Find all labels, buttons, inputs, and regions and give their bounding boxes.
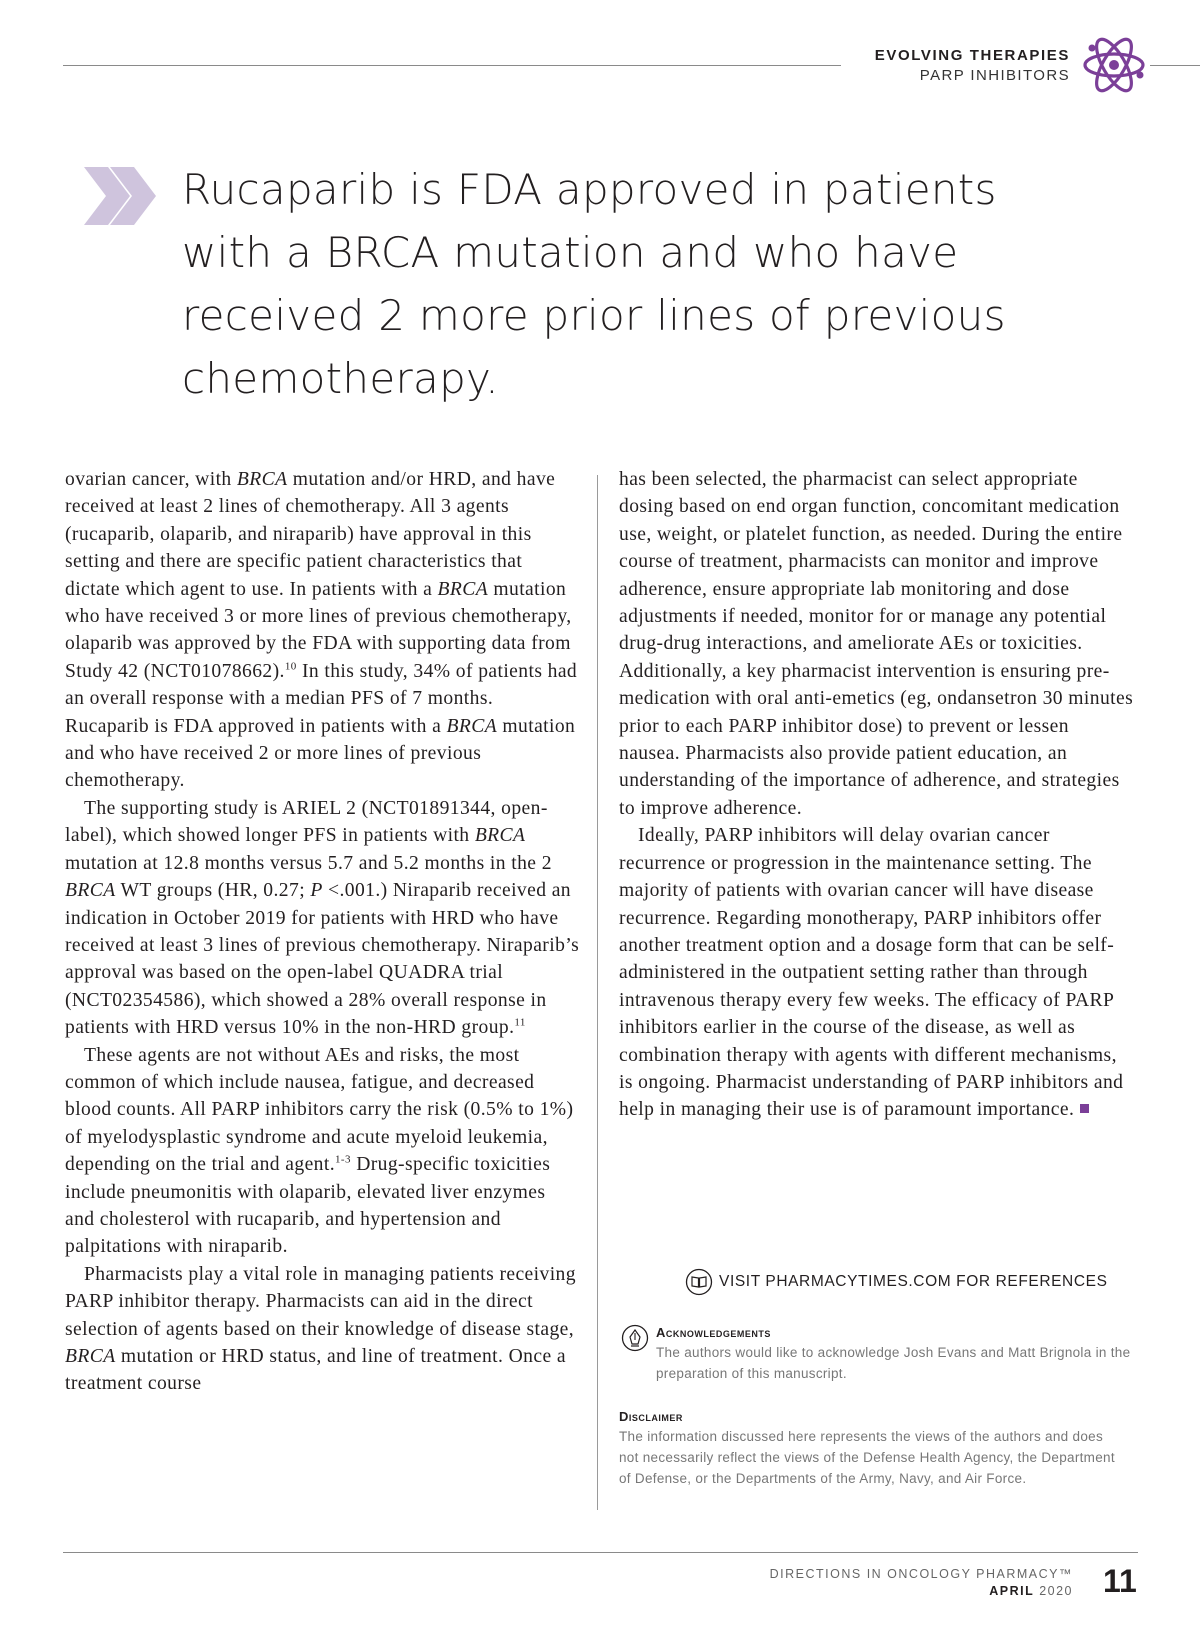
- acknowledgements-text: The authors would like to acknowledge Josh Evans and Matt Brignola in the preparation of this manuscript.: [656, 1345, 1131, 1381]
- section-title: EVOLVING THERAPIES: [874, 47, 1070, 64]
- citation: 1-3: [335, 1153, 351, 1166]
- body-paragraph: Ideally, PARP inhibitors will delay ovarian cancer recurrence or progression in the maintenance setting. The majority of patients with ovarian cancer will have disease recurrence. Regarding monotherapy, PARP inhibitors offer another treatment option and a dosage form that can be self-administered in the outpatient setting rather than through intravenous therapy every few weeks. The efficacy of PARP inhibitors earlier in the course of the disease, as well as combination therapy with agents with different mechanisms, is ongoing. Pharmacist understanding of PARP inhibitors and help in managing their use is of paramount importance.: [619, 825, 1124, 1121]
- page-number: 11: [1103, 1563, 1137, 1599]
- disclaimer-heading: Disclaimer: [619, 1409, 683, 1424]
- citation: 10: [284, 660, 297, 673]
- footer-rule: [63, 1552, 1138, 1553]
- header-rule-left: [63, 65, 841, 66]
- issue-date: [770, 1583, 1073, 1600]
- citation: 11: [514, 1016, 526, 1029]
- footer-publication-info: [770, 1566, 1073, 1600]
- body-paragraph: The supporting study is ARIEL 2 (NCT01891344, open-label), which showed longer PFS in patients with BRCA mutation at 12.8 months versus 5.7 and 5.2 months in the 2 BRCA WT groups (HR, 0.27; P <.001.) Niraparib received an indication in October 2019 for patients with HRD who have received at least 3 lines of previous chemotherapy. Niraparib’s approval was based on the open-label QUADRA trial (NCT02354586), which showed a 28% overall response in patients with HRD versus 10% in the non-HRD group.$^{11}$: [65, 797, 580, 1039]
- pen-nib-icon: [621, 1324, 649, 1352]
- acknowledgements-heading: Acknowledgements: [656, 1325, 771, 1340]
- references-link[interactable]: [685, 1268, 1108, 1296]
- issue-year: 2020: [1039, 1584, 1073, 1598]
- double-chevron-icon: [84, 167, 156, 225]
- acknowledgements-box: [656, 1324, 1136, 1384]
- pull-quote: Rucaparib is FDA approved in patients with a BRCA mutation and who have received 2 more prior lines of previous chemotherapy.: [182, 165, 1006, 403]
- disclaimer-box: [619, 1408, 1119, 1489]
- end-mark-icon: [1080, 1104, 1089, 1113]
- references-label: VISIT PHARMACYTIMES.COM FOR REFERENCES: [719, 1273, 1108, 1290]
- header-rule-right: [1150, 65, 1200, 66]
- disclaimer-text: The information discussed here represents the views of the authors and does not necessarily reflect the views of the Defense Health Agency, the Department of Defense, or the Departments of the Army, Navy, and Air Force.: [619, 1429, 1115, 1486]
- book-icon: [685, 1268, 713, 1296]
- section-header: [875, 46, 1070, 86]
- column-divider: [597, 475, 598, 1510]
- body-paragraph: has been selected, the pharmacist can select appropriate dosing based on end organ function, concomitant medication use, weight, or platelet function, as needed. During the entire course of treatment, pharmacists can monitor and improve adherence, ensure appropriate lab monitoring and dose adjustments if needed, monitor for or manage any potential drug-drug interactions, and ameliorate AEs or toxicities. Additionally, a key pharmacist intervention is ensuring pre-medication with oral anti-emetics (eg, ondansetron 30 minutes prior to each PARP inhibitor dose) to prevent or lessen nausea. Pharmacists also provide patient education, an understanding of the importance of adherence, and strategies to improve adherence.: [619, 469, 1134, 819]
- issue-month: APRIL: [989, 1584, 1035, 1598]
- body-column-right: [619, 466, 1134, 1124]
- atom-icon: [1080, 31, 1148, 99]
- body-paragraph: These agents are not without AEs and risks, the most common of which include nausea, fatigue, and decreased blood counts. All PARP inhibitors carry the risk (0.5% to 1%) of myelodysplastic syndrome and acute myeloid leukemia, depending on the trial and agent.$^{1-3}$ Drug-specific toxicities include pneumonitis with olaparib, elevated liver enzymes and cholesterol with rucaparib, and hypertension and palpitations with niraparib.: [65, 1044, 574, 1258]
- body-paragraph: Pharmacists play a vital role in managing patients receiving PARP inhibitor therapy. Pharmacists can aid in the direct selection of agents based on their knowledge of disease stage, BRCA mutation or HRD status, and line of treatment. Once a treatment course: [65, 1263, 576, 1395]
- section-subtitle: PARP INHIBITORS: [919, 67, 1070, 84]
- body-paragraph: ovarian cancer, with BRCA mutation and/or HRD, and have received at least 2 lines of chemotherapy. All 3 agents (rucaparib, olaparib, and niraparib) have approval in this setting and there are specific patient characteristics that dictate which agent to use. In patients with a BRCA mutation who have received 3 or more lines of previous chemotherapy, olaparib was approved by the FDA with supporting data from Study 42 (NCT01078662).$^{10}$ In this study, 34% of patients had an overall response with a median PFS of 7 months. Rucaparib is FDA approved in patients with a BRCA mutation and who have received 2 or more lines of previous chemotherapy.: [65, 469, 578, 792]
- body-column-left: [65, 466, 580, 1398]
- publication-name: DIRECTIONS IN ONCOLOGY PHARMACY™: [769, 1567, 1073, 1581]
